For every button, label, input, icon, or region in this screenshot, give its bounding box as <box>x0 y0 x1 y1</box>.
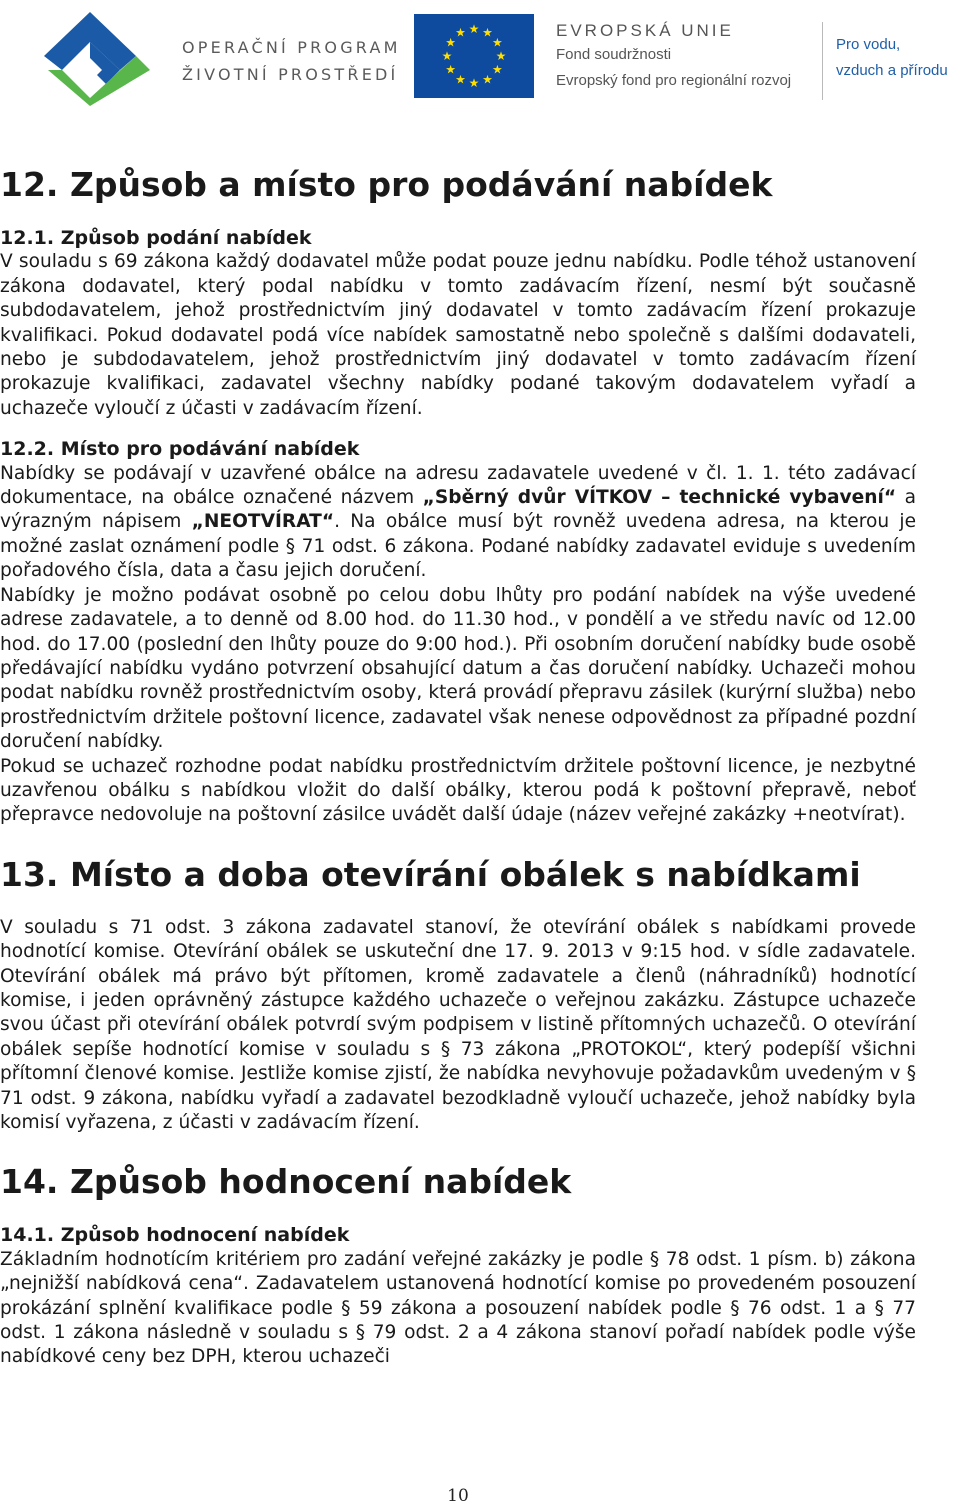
eu-title: EVROPSKÁ UNIE <box>556 21 734 40</box>
eu-star-icon: ★ <box>455 72 466 87</box>
eu-star-icon: ★ <box>482 25 493 40</box>
section-12-1-paragraph: V souladu s 69 zákona každý dodavatel může podat pouze jednu nabídku. Podle téhož ustanovení zákona dodavatel, který podal nabídku v tomto zadávacím řízení, nesmí být současně subdodavatelem, jehož prostřednictvím jiný dodavatel v tomto zadávacím řízení prokazuje kvalifikaci. Pokud dodavatel podá více nabídek samostatně nebo společně s dalšími dodavateli, nebo je subdodavatelem, jehož prostřednictvím jiný dodavatel v tomto zadávacím řízení prokazuje kvalifikaci, zadavatel všechny nabídky podané takovým dodavatelem vyřadí a uchazeče vyloučí z účasti v zadávacím řízení. <box>0 251 916 419</box>
eu-star-icon: ★ <box>445 62 457 77</box>
eu-star-icon: ★ <box>468 76 480 90</box>
text-run: Nabídky se podávají v uzavřené obálce na adresu zadavatele uvedené v čl. 1. 1. této zadávací dokumentace, na obálce označené názvem <box>0 462 916 509</box>
section-14-1-paragraph: Základním hodnotícím kritériem pro zadání veřejné zakázky je podle § 78 odst. 1 písm. b) zákona „nejnižší nabídková cena“. Zadavatelem ustanovená hodnotící komise po provedeném posouzení prokázání splnění kvalifikace podle § 59 zákona a posouzení nabídek podle § 76 odst. 1 a § 77 odst. 1 zákona následně v souladu s § 79 odst. 2 a 4 zákona stanoví pořadí nabídek podle výše nabídkové ceny bez DPH, kterou uchazeči <box>0 1248 916 1368</box>
eu-star-icon: ★ <box>441 49 453 63</box>
eu-flag-icon <box>414 14 534 98</box>
spacer <box>0 1135 916 1157</box>
eu-fund-1: Fond soudržnosti <box>556 46 672 63</box>
spacer <box>0 421 916 437</box>
spacer <box>0 900 916 916</box>
page-number: 10 <box>447 1486 469 1506</box>
page-header <box>0 0 960 120</box>
eu-star-icon: ★ <box>468 22 480 36</box>
eu-logo-text <box>556 20 791 94</box>
motto <box>836 32 948 84</box>
spacer <box>0 210 916 226</box>
eu-star-icon: ★ <box>445 35 457 50</box>
section-12-2-paragraph-3: Pokud se uchazeč rozhodne podat nabídku prostřednictvím držitele poštovní licence, je nezbytné uzavřenou obálku s nabídkou vložit do další obálky, kterou podá k poštovní přepravě, neboť přepravce nedovoluje na poštovní zásilce uvádět další údaje (název veřejné zakázky +neotvírat). <box>0 755 916 826</box>
spacer <box>0 1207 916 1223</box>
eu-star-icon: ★ <box>482 72 493 87</box>
section-12-2-paragraph-2: Nabídky je možno podávat osobně po celou dobu lhůty pro podání nabídek na výše uvedené adrese zadavatele, a to denně od 8.00 hod. do 11.30 hod., v pondělí a ve středu navíc od 12.00 hod. do 17.00 (poslední den lhůty pouze do 9:00 hod.). Při osobním doručení nabídky bude osobě předávající nabídku vydáno potvrzení obsahující datum a čas doručení nabídky. Uchazeči mohou podat nabídku rovněž prostřednictvím osoby, která provádí přepravu zásilek (kurýrní služba) nebo prostřednictvím držitele poštovní licence, zadavatel však nenese odpovědnost za případné pozdní doručení nabídky. <box>0 584 916 753</box>
section-14-1-heading: 14.1. Způsob hodnocení nabídek <box>0 1224 350 1247</box>
document-body <box>0 160 916 1370</box>
do-not-open-label: „NEOTVÍRAT“ <box>191 511 335 533</box>
section-12-1-heading: 12.1. Způsob podání nabídek <box>0 227 312 249</box>
text-run: a výrazným nápisem <box>0 487 916 533</box>
motto-line-1: Pro vodu, <box>836 36 901 53</box>
envelope-title: „Sběrný dvůr VÍTKOV – technické vybavení“ <box>422 487 897 509</box>
section-12-2-paragraph-1 <box>0 462 916 584</box>
motto-line-2: vzduch a přírodu <box>836 62 948 79</box>
section-12-2-heading: 12.2. Místo pro podávání nabídek <box>0 438 360 461</box>
section-13-heading: 13. Místo a doba otevírání obálek s nabídkami <box>0 854 861 894</box>
section-12-heading: 12. Způsob a místo pro podávání nabídek <box>0 165 773 204</box>
opzp-logo-text <box>182 34 401 88</box>
eu-star-icon: ★ <box>455 25 466 40</box>
text-run: . Na obálce musí být rovněž uvedena adresa, na kterou je možné zaslat oznámení podle § 71 odst. 6 zákona. Podané nabídky zadavatel eviduje s uvedením pořadového čísla, data a času jejich doručení. <box>0 511 917 582</box>
opzp-line-2: ŽIVOTNÍ PROSTŘEDÍ <box>182 65 399 84</box>
eu-star-icon: ★ <box>491 35 503 50</box>
eu-fund-2: Evropský fond pro regionální rozvoj <box>556 72 792 89</box>
opzp-logo-icon <box>36 6 168 106</box>
section-13-paragraph: V souladu s 71 odst. 3 zákona zadavatel stanoví, že otevírání obálek s nabídkami provede hodnotící komise. Otevírání obálek se uskuteční dne 17. 9. 2013 v 9:15 hod. v sídle zadavatele. Otevírání obálek má právo být přítomen, kromě zadavatele a členů (náhradníků) hodnotící komise, i jeden oprávněný zástupce každého uchazeče o veřejnou zakázku. Zástupce uchazeče svou účast při otevírání obálek potvrdí svým podpisem v listině přítomných uchazečů. O otevírání obálek sepíše hodnotící komise v souladu s § 73 zákona „PROTOKOL“, který podepíší všichni přítomní členové komise. Jestliže komise zjistí, že nabídka nevyhovuje požadavkům uvedeným v § 71 odst. 9 zákona, nabídku vyřadí a zadavatel bezodkladně vyloučí uchazeče, jehož nabídky byla komisí vyřazena, z účasti v zadávacím řízení. <box>0 916 916 1133</box>
eu-star-icon: ★ <box>495 49 507 63</box>
spacer <box>0 828 916 850</box>
header-divider <box>822 22 823 100</box>
section-14-heading: 14. Způsob hodnocení nabídek <box>0 1162 572 1202</box>
eu-star-icon: ★ <box>491 62 503 77</box>
opzp-line-1: OPERAČNÍ PROGRAM <box>182 38 401 57</box>
